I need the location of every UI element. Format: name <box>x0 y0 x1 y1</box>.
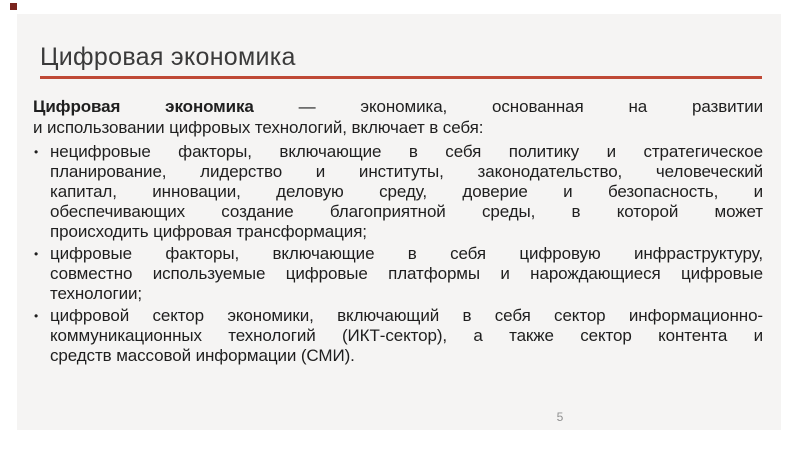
bold-text: Цифровая экономика <box>33 97 254 116</box>
bullet-list <box>33 142 763 366</box>
bullet-dot: • <box>34 145 39 159</box>
text-line <box>50 346 763 366</box>
bullet-item <box>33 306 763 366</box>
text-line <box>50 182 763 202</box>
text-segment: совместно используемые цифровые платформы и нарождающиеся цифровые <box>50 264 763 283</box>
bullet-item <box>33 142 763 242</box>
text-line <box>33 117 763 138</box>
text-segment: планирование, лидерство и институты, законодательство, человеческий <box>50 162 763 181</box>
text-line <box>50 306 763 326</box>
text-segment: — экономика, основанная на развитии <box>253 97 763 116</box>
text-segment: капитал, инновации, деловую среду, доверие и безопасность, и <box>50 182 763 201</box>
body-text <box>33 96 763 368</box>
text-segment: средств массовой информации (СМИ). <box>50 346 355 365</box>
text-segment: нецифровые факторы, включающие в себя политику и стратегическое <box>50 142 763 161</box>
corner-mark <box>10 3 17 10</box>
slide-title: Цифровая экономика <box>40 43 296 71</box>
intro-paragraph <box>33 96 763 138</box>
text-line <box>50 264 763 284</box>
title-underline <box>40 76 762 79</box>
text-segment: обеспечивающих создание благоприятной среды, в которой может <box>50 202 763 221</box>
text-line <box>50 162 763 182</box>
bullet-item <box>33 244 763 304</box>
text-line <box>50 222 763 242</box>
bullet-dot: • <box>34 247 39 261</box>
text-segment: коммуникационных технологий (ИКТ-сектор), а также сектор контента и <box>50 326 763 345</box>
text-line <box>50 244 763 264</box>
text-line <box>50 284 763 304</box>
text-segment: технологии; <box>50 284 143 303</box>
text-line <box>50 202 763 222</box>
text-segment: цифровые факторы, включающие в себя цифровую инфраструктуру, <box>50 244 763 263</box>
text-line <box>33 96 763 117</box>
bullet-dot: • <box>34 309 39 323</box>
page-number: 5 <box>556 410 564 424</box>
text-line <box>50 142 763 162</box>
text-segment: цифровой сектор экономики, включающий в себя сектор информационно- <box>50 306 763 325</box>
text-segment: происходить цифровая трансформация; <box>50 222 367 241</box>
text-segment: и использовании цифровых технологий, включает в себя: <box>33 118 484 137</box>
text-line <box>50 326 763 346</box>
